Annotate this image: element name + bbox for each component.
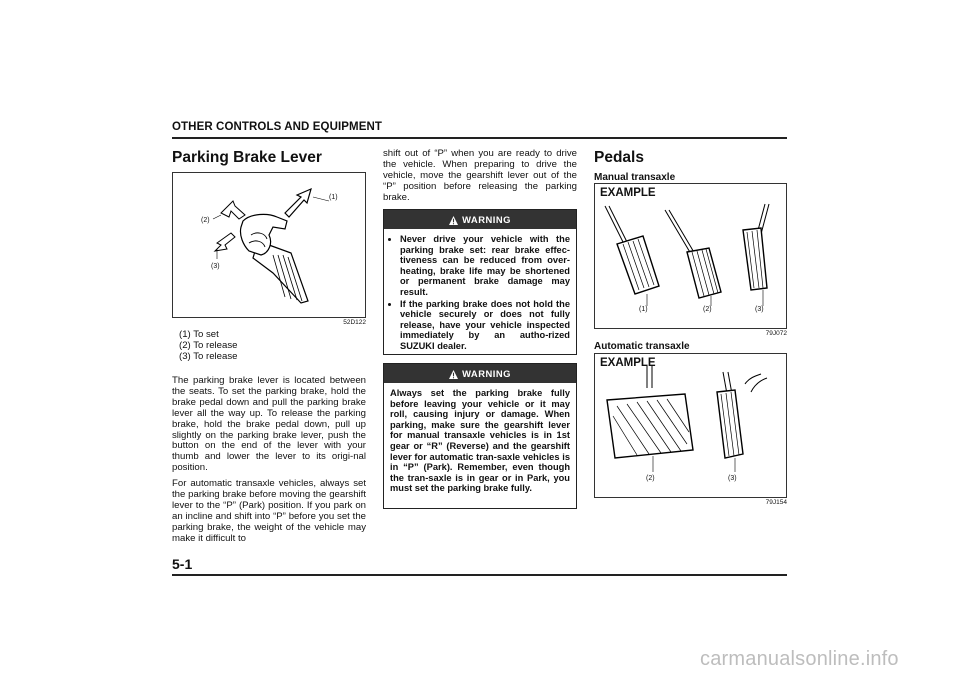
warning-triangle-icon [449,216,458,225]
callout-3: (3) [755,306,764,313]
automatic-pedals-illustration [595,354,786,497]
figure-code: 79J072 [765,330,787,337]
footer-rule [172,574,787,576]
watermark: carmanualsonline.info [700,648,899,670]
warning-header [384,210,576,229]
warning-item: • If the parking brake does not hold the vehicle securely or does not fully release, have your vehicle inspected immediately by an autho-rized SUZUKI dealer. [400,299,570,352]
page-number: 5-1 [172,556,193,572]
warning-item: • Never drive your vehicle with the parking brake set: rear brake effec-tiveness can be reduced from over-heating, brake life may be shortened or permanent brake damage may result. [400,234,570,298]
manual-transaxle-label: Manual transaxle [594,172,676,183]
warning-box-2 [383,363,577,509]
legend-item: (1) To set [179,329,219,340]
warning-box-1 [383,209,577,355]
paragraph: For automatic transaxle vehicles, always set the parking brake before moving the gearshift lever to the “P” (Park) position. If you park on an incline and shift into “P” before you set the parking brake, the weight of the vehicle may make it difficult to [172,478,366,544]
continued-text [383,149,577,209]
pedals-heading: Pedals [594,149,644,166]
warning-title: WARNING [462,368,511,379]
figure-code: 79J154 [765,499,787,506]
callout-1: (1) [639,306,648,313]
example-label: EXAMPLE [600,187,656,199]
warning-title: WARNING [462,214,511,225]
manual-pedals-figure [594,183,787,329]
figure-legend [179,330,237,363]
parking-brake-heading: Parking Brake Lever [172,149,322,166]
legend-item: (2) To release [179,339,238,351]
figure-code: 52D122 [343,319,366,326]
callout-2: (2) [201,217,210,224]
warning-triangle-icon [449,370,458,379]
paragraph: shift out of “P” when you are ready to drive the vehicle. When preparing to drive the vehicle, move the gearshift lever out of the “P” position before releasing the parking brake. [383,148,577,203]
warning-header [384,364,576,383]
warning-body [384,229,576,359]
section-header: OTHER CONTROLS AND EQUIPMENT [172,121,383,133]
example-label: EXAMPLE [600,357,656,369]
parking-brake-figure [172,172,366,318]
header-rule [172,137,787,139]
warning-body: Always set the parking brake fully before leaving your vehicle or it may roll, causing injury or damage. When parking, make sure the gearshift lever for manual transaxle vehicles is in 1st gear or “R” (Reverse) and the gearshift lever for automatic tran-saxle vehicles is in “P” (Park). Remember, even though the tran-saxle is in gear or in Park, you must set the parking brake fully. [390,388,570,494]
automatic-pedals-figure [594,353,787,498]
callout-1: (1) [329,194,338,201]
callout-2: (2) [703,306,712,313]
callout-3: (3) [211,263,220,270]
automatic-transaxle-label: Automatic transaxle [594,341,690,352]
callout-2: (2) [646,475,655,482]
callout-3: (3) [728,475,737,482]
parking-brake-text [172,376,366,550]
legend-item: (3) To release [179,350,238,362]
paragraph: The parking brake lever is located between the seats. To set the parking brake, hold the brake pedal down and pull the parking brake lever all the way up. To release the parking brake, hold the brake pedal down, pull up slightly on the parking brake lever, push the button on the end of the lever with your thumb and lower the lever to its origi-nal position. [172,375,366,474]
